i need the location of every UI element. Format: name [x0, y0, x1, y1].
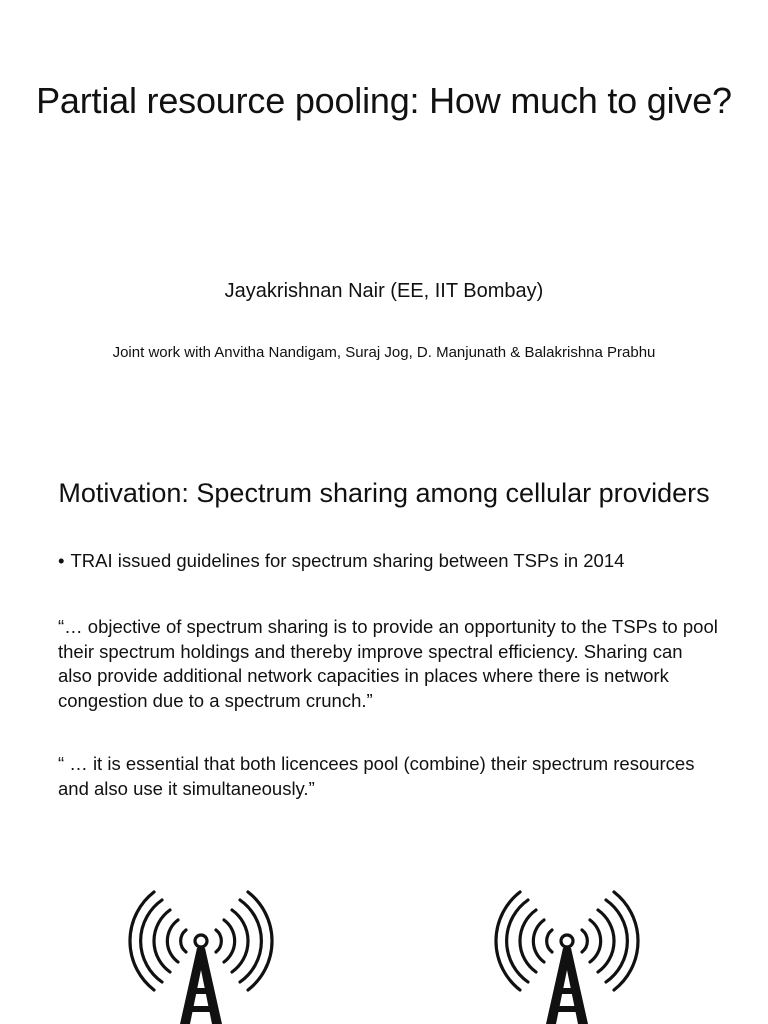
quote-pool-resources: “ … it is essential that both licencees pool (combine) their spectrum resources and also use it simultaneously.” [58, 753, 695, 799]
cell-tower-icon [126, 890, 276, 1024]
presentation-title: Partial resource pooling: How much to give? [36, 80, 732, 121]
bullet-text: TRAI issued guidelines for spectrum sharing between TSPs in 2014 [70, 550, 625, 571]
slide-title [0, 0, 768, 440]
slide-heading: Motivation: Spectrum sharing among cellular providers [58, 478, 710, 508]
coauthors-line: Joint work with Anvitha Nandigam, Suraj Jog, D. Manjunath & Balakrishna Prabhu [112, 344, 656, 361]
quote-spectrum-objective: “… objective of spectrum sharing is to provide an opportunity to the TSPs to pool their spectrum holdings and thereby improve spectral efficiency. Sharing can also provide additional network capacities in places where there is network congestion due to a spectrum crunch.” [58, 616, 718, 711]
slide-motivation [0, 440, 768, 1024]
cell-tower-icon [492, 890, 642, 1024]
bullet-marker: • [58, 550, 65, 571]
bullet-item [58, 550, 738, 572]
author-line: Jayakrishnan Nair (EE, IIT Bombay) [224, 280, 544, 302]
